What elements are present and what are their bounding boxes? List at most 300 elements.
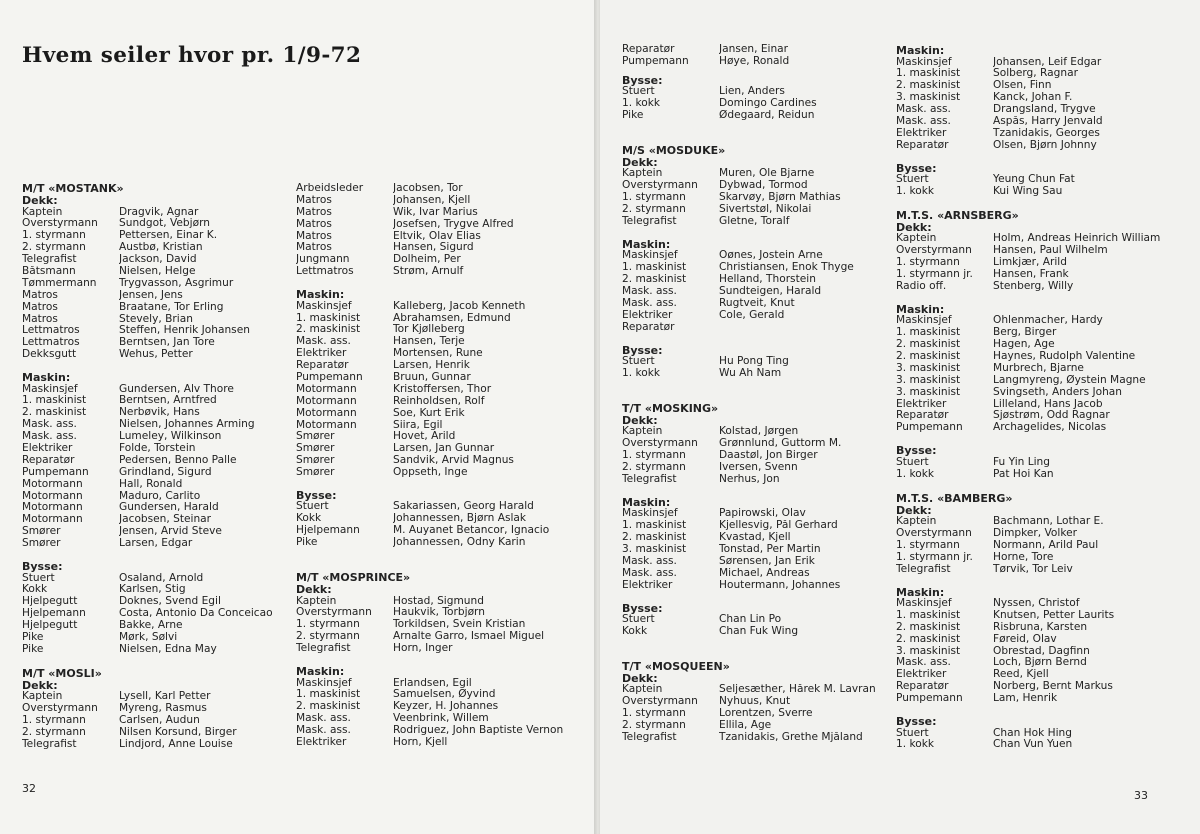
crew-row [22, 596, 292, 608]
crew-row [896, 410, 1166, 422]
crew-row [622, 110, 892, 122]
crew-row [296, 537, 566, 549]
crew-role: 2. styrmann [22, 242, 86, 254]
crew-role: Smører [296, 431, 335, 443]
left-page [0, 0, 596, 834]
crew-row [622, 580, 892, 592]
crew-list [22, 691, 292, 750]
crew-role: Elektriker [896, 669, 947, 681]
crew-name: Chan Fuk Wing [719, 626, 799, 637]
crew-name: Lysell, Karl Petter [119, 691, 211, 703]
crew-row [896, 634, 1166, 646]
crew-row [896, 622, 1166, 634]
crew-name: Lam, Henrik [993, 693, 1058, 705]
crew-row [22, 467, 292, 479]
crew-role: Motormann [296, 383, 357, 395]
crew-row [622, 684, 892, 696]
crew-name: Eltvik, Olav Elias [393, 230, 481, 242]
crew-role: Reparatør [22, 454, 75, 466]
crew-role: 2. maskinist [896, 80, 961, 92]
crew-name: Pat Hoi Kan [993, 468, 1054, 480]
crew-name: Lindjord, Anne Louise [119, 738, 233, 750]
crew-list [22, 207, 292, 362]
crew-role: 1. kokk [896, 186, 934, 198]
crew-role: Mask. ass. [622, 555, 677, 567]
crew-name: Horne, Tore [993, 551, 1054, 563]
crew-role: 1. kokk [622, 98, 660, 110]
crew-name: Christiansen, Enok Thyge [719, 262, 854, 274]
crew-name: Johansen, Leif Edgar [993, 56, 1102, 68]
crew-list [296, 183, 566, 278]
crew-row [22, 703, 292, 715]
crew-name: Rugtveit, Knut [719, 297, 795, 309]
crew-role: Elektriker [896, 398, 947, 410]
crew-role: 2. styrmann [622, 204, 686, 216]
crew-row [296, 324, 566, 336]
crew-name: Johannessen, Bjørn Aslak [393, 513, 527, 525]
crew-role: Pumpemann [296, 371, 363, 383]
section-label-bysse: Bysse: [896, 444, 937, 458]
crew-name: Berntsen, Jan Tore [119, 337, 215, 349]
crew-name: Normann, Arild Paul [993, 539, 1099, 551]
crew-list [896, 728, 1166, 752]
crew-row [622, 438, 892, 450]
crew-role: Motormann [22, 502, 83, 514]
crew-role: Motormann [296, 395, 357, 407]
crew-role: Pike [22, 632, 44, 643]
crew-role: Kaptein [622, 426, 663, 438]
crew-name: Kristoffersen, Thor [393, 383, 492, 395]
crew-name: Domingo Cardines [719, 98, 817, 110]
crew-row [896, 92, 1166, 104]
crew-name: Maduro, Carlito [119, 490, 201, 502]
crew-role: Maskinsjef [296, 677, 352, 689]
crew-row [296, 443, 566, 455]
crew-list [296, 301, 566, 479]
crew-row [622, 192, 892, 204]
crew-row [622, 250, 892, 262]
crew-list [622, 684, 892, 743]
crew-role: Kaptein [896, 233, 937, 245]
ship-heading: M/T «MOSPRINCE» [296, 571, 411, 585]
crew-role: 3. maskinist [896, 92, 961, 104]
crew-row [896, 327, 1166, 339]
crew-role: Mask. ass. [22, 419, 77, 431]
crew-row [622, 474, 892, 486]
crew-role: Stuert [622, 614, 655, 626]
crew-name: Bachmann, Lothar E. [993, 516, 1104, 528]
section-label-dekk: Dekk: [622, 671, 658, 685]
crew-row [622, 532, 892, 544]
crew-name: Hu Pong Ting [719, 356, 789, 368]
crew-role: Motormann [296, 419, 357, 431]
crew-row [22, 715, 292, 727]
crew-list [22, 384, 292, 550]
crew-role: Kaptein [622, 168, 663, 180]
crew-row [622, 450, 892, 462]
crew-row [622, 544, 892, 556]
crew-name: Hovet, Arild [393, 431, 456, 443]
crew-role: 1. styrmann [622, 708, 686, 720]
crew-list [896, 315, 1166, 434]
crew-name: Daastøl, Jon Birger [719, 450, 818, 462]
crew-name: Oppseth, Inge [393, 467, 468, 479]
crew-name: Dybwad, Tormod [719, 180, 808, 192]
crew-role: Smører [296, 443, 335, 455]
crew-name: Chan Vun Yuen [993, 739, 1073, 751]
crew-row [896, 646, 1166, 658]
crew-row [296, 242, 566, 254]
crew-role: Motormann [22, 514, 83, 526]
crew-row [22, 491, 292, 503]
crew-row [22, 266, 292, 278]
crew-row [622, 286, 892, 298]
crew-role: Mask. ass. [296, 725, 351, 737]
crew-name: Jackson, David [119, 254, 197, 266]
crew-role: 1. maskinist [622, 262, 687, 274]
crew-row [296, 525, 566, 537]
crew-row [296, 643, 566, 655]
crew-role: Matros [296, 194, 332, 206]
crew-row [22, 230, 292, 242]
crew-name: Strøm, Arnulf [393, 266, 464, 278]
crew-name: Hansen, Terje [393, 336, 465, 348]
crew-row [896, 186, 1166, 198]
crew-role: Jungmann [296, 254, 350, 266]
crew-name: Sivertstøl, Nikolai [719, 204, 812, 216]
crew-role: 3. maskinist [896, 386, 961, 398]
crew-row [22, 691, 292, 703]
crew-name: Sundgot, Vebjørn [119, 218, 210, 230]
crew-row [296, 467, 566, 479]
crew-name: Hansen, Frank [993, 269, 1069, 281]
ship-heading: M/S «MOSDUKE» [622, 143, 726, 157]
crew-role: Båtsmann [22, 265, 76, 277]
crew-role: Overstyrmann [896, 527, 972, 539]
crew-row [22, 431, 292, 443]
crew-row [622, 626, 892, 638]
section-label-dekk: Dekk: [296, 583, 332, 597]
crew-list [896, 457, 1166, 481]
crew-name: Larsen, Jan Gunnar [393, 443, 495, 455]
crew-row [296, 725, 566, 737]
crew-name: Haukvik, Torbjørn [393, 607, 485, 619]
crew-list [622, 508, 892, 591]
crew-name: Abrahamsen, Edmund [393, 312, 511, 324]
crew-row [22, 584, 292, 596]
section-label-dekk: Dekk: [22, 678, 58, 692]
crew-name: Johannessen, Odny Karin [393, 537, 526, 549]
crew-row [622, 180, 892, 192]
crew-role: 2. maskinist [896, 633, 961, 645]
crew-row [296, 348, 566, 360]
crew-name: Nilsen Korsund, Birger [119, 726, 237, 738]
crew-name: Jansen, Einar [719, 44, 789, 55]
crew-role: Stuert [622, 86, 655, 98]
section-label-bysse: Bysse: [22, 560, 63, 574]
crew-role: Elektriker [622, 579, 673, 591]
section-label-bysse: Bysse: [296, 488, 337, 502]
crew-name: Archagelides, Nicolas [993, 422, 1107, 434]
crew-row [896, 116, 1166, 128]
crew-row [22, 278, 292, 290]
ship-heading: T/T «MOSQUEEN» [622, 659, 730, 673]
crew-role: Motormann [22, 490, 83, 502]
crew-name: Horn, Inger [393, 643, 453, 655]
crew-row [896, 598, 1166, 610]
crew-name: Folde, Torstein [119, 443, 196, 455]
crew-name: Yeung Chun Fat [993, 174, 1075, 186]
crew-name: Hansen, Paul Wilhelm [993, 245, 1108, 257]
crew-role: Smører [296, 455, 335, 467]
crew-row [622, 732, 892, 744]
crew-name: Reed, Kjell [993, 669, 1049, 681]
crew-row [896, 257, 1166, 269]
crew-role: Mask. ass. [622, 567, 677, 579]
crew-role: 3. maskinist [896, 645, 961, 657]
crew-role: Lettmatros [22, 337, 80, 349]
right-page [600, 0, 1200, 834]
crew-role: Matros [22, 301, 58, 313]
crew-list [896, 233, 1166, 292]
crew-role: Maskinsjef [896, 56, 952, 68]
crew-role: Pumpemann [896, 422, 963, 434]
crew-row [22, 632, 292, 644]
crew-row [22, 325, 292, 337]
crew-name: Wik, Ivar Marius [393, 206, 478, 218]
crew-row [896, 57, 1166, 69]
crew-name: Trygvasson, Asgrimur [119, 277, 234, 289]
crew-row [22, 207, 292, 219]
section-label-dekk: Dekk: [896, 503, 932, 517]
crew-role: 2. styrmann [296, 631, 360, 643]
crew-name: Oønes, Jostein Arne [719, 250, 823, 262]
crew-row [22, 314, 292, 326]
crew-row [622, 368, 892, 380]
section-label-bysse: Bysse: [896, 715, 937, 729]
crew-name: Knutsen, Petter Laurits [993, 609, 1115, 621]
crew-role: Mask. ass. [622, 286, 677, 298]
crew-row [296, 372, 566, 384]
crew-row [896, 422, 1166, 434]
crew-name: Iversen, Svenn [719, 462, 798, 474]
crew-row [22, 502, 292, 514]
crew-role: 2. maskinist [896, 351, 961, 363]
section-label-bysse: Bysse: [622, 73, 663, 87]
crew-role: 2. styrmann [22, 726, 86, 738]
crew-role: Stuert [622, 356, 655, 368]
crew-name: Sandvik, Arvid Magnus [393, 455, 514, 467]
crew-name: Kanck, Johan F. [993, 92, 1073, 104]
crew-row [896, 315, 1166, 327]
crew-name: Seljesæther, Hårek M. Lavran [719, 684, 876, 696]
crew-row [22, 419, 292, 431]
crew-name: Nielsen, Helge [119, 265, 196, 277]
crew-name: Johansen, Kjell [393, 194, 471, 206]
crew-role: Maskinsjef [22, 383, 78, 395]
page-title: Hvem seiler hvor pr. 1/9-72 [22, 43, 362, 68]
crew-row [22, 290, 292, 302]
crew-name: Sørensen, Jan Erik [719, 555, 815, 567]
crew-name: Gundersen, Alv Thore [119, 383, 234, 395]
crew-name: Haynes, Rudolph Valentine [993, 351, 1136, 363]
crew-role: Stuert [296, 501, 329, 513]
crew-role: Telegrafist [22, 254, 77, 266]
crew-name: Pettersen, Einar K. [119, 230, 218, 242]
crew-name: Pedersen, Benno Palle [119, 454, 237, 466]
section-label-bysse: Bysse: [622, 343, 663, 357]
crew-name: Lorentzen, Sverre [719, 708, 813, 720]
crew-row [22, 526, 292, 538]
crew-row [896, 669, 1166, 681]
crew-name: Føreid, Olav [993, 633, 1057, 645]
crew-role: Overstyrmann [622, 180, 698, 192]
crew-role: Kaptein [896, 516, 937, 528]
crew-role: Hjelpemann [22, 608, 86, 620]
crew-role: Arbeidsleder [296, 183, 364, 194]
crew-list [622, 168, 892, 227]
crew-row [22, 407, 292, 419]
crew-role: Reparatør [896, 681, 949, 693]
crew-role: Reparatør [622, 44, 675, 55]
crew-row [622, 56, 892, 68]
crew-row [622, 462, 892, 474]
crew-name: Sundteigen, Harald [719, 286, 822, 298]
ship-heading: T/T «MOSKING» [622, 401, 719, 415]
crew-name: Limkjær, Arild [993, 257, 1067, 269]
crew-role: Matros [22, 313, 58, 325]
crew-name: Aspås, Harry Jenvald [993, 115, 1103, 127]
crew-name: Austbø, Kristian [119, 242, 203, 254]
crew-role: Stuert [896, 727, 929, 739]
crew-row [22, 739, 292, 751]
crew-name: Kjellesvig, Pål Gerhard [719, 520, 838, 532]
crew-row [296, 596, 566, 608]
crew-role: 1. styrmann [22, 230, 86, 242]
crew-name: Nyssen, Christof [993, 598, 1080, 609]
crew-row [896, 528, 1166, 540]
crew-name: Stenberg, Willy [993, 280, 1074, 292]
crew-role: 1. kokk [622, 368, 660, 380]
crew-role: Pumpemann [22, 466, 89, 478]
crew-row [22, 573, 292, 585]
section-label-dekk: Dekk: [22, 194, 58, 207]
crew-list [622, 614, 892, 638]
crew-role: Pike [296, 537, 318, 549]
crew-name: Doknes, Svend Egil [119, 596, 221, 608]
crew-row [296, 631, 566, 643]
crew-role: Telegrafist [296, 643, 351, 655]
crew-row [896, 375, 1166, 387]
crew-name: Grindland, Sigurd [119, 466, 212, 478]
crew-name: Murbrech, Bjarne [993, 362, 1084, 374]
crew-row [622, 696, 892, 708]
crew-name: Erlandsen, Egil [393, 677, 472, 689]
crew-name: Berntsen, Arntfred [119, 395, 217, 407]
crew-name: Mørk, Sølvi [119, 632, 178, 643]
crew-name: Nielsen, Johannes Arming [119, 419, 255, 431]
crew-role: Mask. ass. [296, 713, 351, 725]
crew-role: Mask. ass. [896, 115, 951, 127]
crew-name: Keyzer, H. Johannes [393, 701, 499, 713]
crew-list [622, 86, 892, 122]
crew-role: Kaptein [22, 206, 63, 218]
crew-name: Loch, Bjørn Bernd [993, 657, 1087, 669]
crew-role: Stuert [896, 456, 929, 468]
crew-name: Josefsen, Trygve Alfred [393, 218, 514, 230]
crew-name: Dragvik, Agnar [119, 206, 199, 218]
crew-row [896, 104, 1166, 116]
crew-name: Larsen, Edgar [119, 538, 193, 550]
crew-row [622, 44, 892, 56]
crew-role: Mask. ass. [896, 657, 951, 669]
crew-row [896, 457, 1166, 469]
crew-name: Tzanidakis, Georges [993, 127, 1100, 139]
crew-row [296, 384, 566, 396]
column-2 [296, 183, 566, 749]
crew-role: Matros [296, 218, 332, 230]
crew-row [622, 508, 892, 520]
crew-name: Arnalte Garro, Ismael Miguel [393, 631, 545, 643]
crew-list [896, 598, 1166, 705]
crew-name [719, 322, 892, 334]
crew-name: Grønnlund, Guttorm M. [719, 438, 842, 450]
crew-row [22, 479, 292, 491]
crew-name: Samuelsen, Øyvind [393, 689, 496, 701]
crew-name: Tonstad, Per Martin [719, 544, 821, 556]
section-label-maskin: Maskin: [622, 237, 671, 251]
crew-row [296, 408, 566, 420]
crew-name: Tor Kjølleberg [393, 324, 465, 336]
crew-name: Soe, Kurt Erik [393, 407, 465, 419]
crew-role: 1. styrmann jr. [896, 551, 973, 563]
page-number-right: 33 [1134, 789, 1148, 802]
crew-name: Myreng, Rasmus [119, 703, 207, 715]
crew-row [22, 337, 292, 349]
crew-name: Holm, Andreas Heinrich William [993, 233, 1161, 245]
section-label-maskin: Maskin: [896, 44, 945, 57]
crew-name: Dolheim, Per [393, 254, 461, 266]
crew-row [896, 469, 1166, 481]
crew-row [896, 728, 1166, 740]
crew-name: Sjøstrøm, Odd Ragnar [993, 410, 1110, 422]
crew-row [896, 351, 1166, 363]
ship-heading: M/T «MOSLI» [22, 666, 102, 680]
crew-role: Maskinsjef [296, 300, 352, 312]
crew-name: Papirowski, Olav [719, 508, 806, 520]
crew-role: Maskinsjef [896, 315, 952, 327]
crew-row [22, 538, 292, 550]
crew-name: Sakariassen, Georg Harald [393, 501, 534, 513]
crew-row [296, 619, 566, 631]
crew-role: 2. maskinist [622, 274, 687, 286]
crew-name: Gletne, Toralf [719, 216, 790, 228]
crew-row [296, 431, 566, 443]
crew-name: Costa, Antonio Da Conceicao [119, 608, 273, 620]
crew-role: 1. styrmann [896, 539, 960, 551]
crew-row [296, 313, 566, 325]
crew-row [296, 219, 566, 231]
crew-row [296, 455, 566, 467]
crew-row [296, 689, 566, 701]
crew-role: Mask. ass. [622, 297, 677, 309]
crew-list [296, 596, 566, 655]
crew-row [622, 720, 892, 732]
crew-role: Maskinsjef [622, 508, 678, 520]
crew-row [22, 384, 292, 396]
crew-name: Chan Lin Po [719, 614, 782, 626]
section-label-dekk: Dekk: [896, 220, 932, 234]
